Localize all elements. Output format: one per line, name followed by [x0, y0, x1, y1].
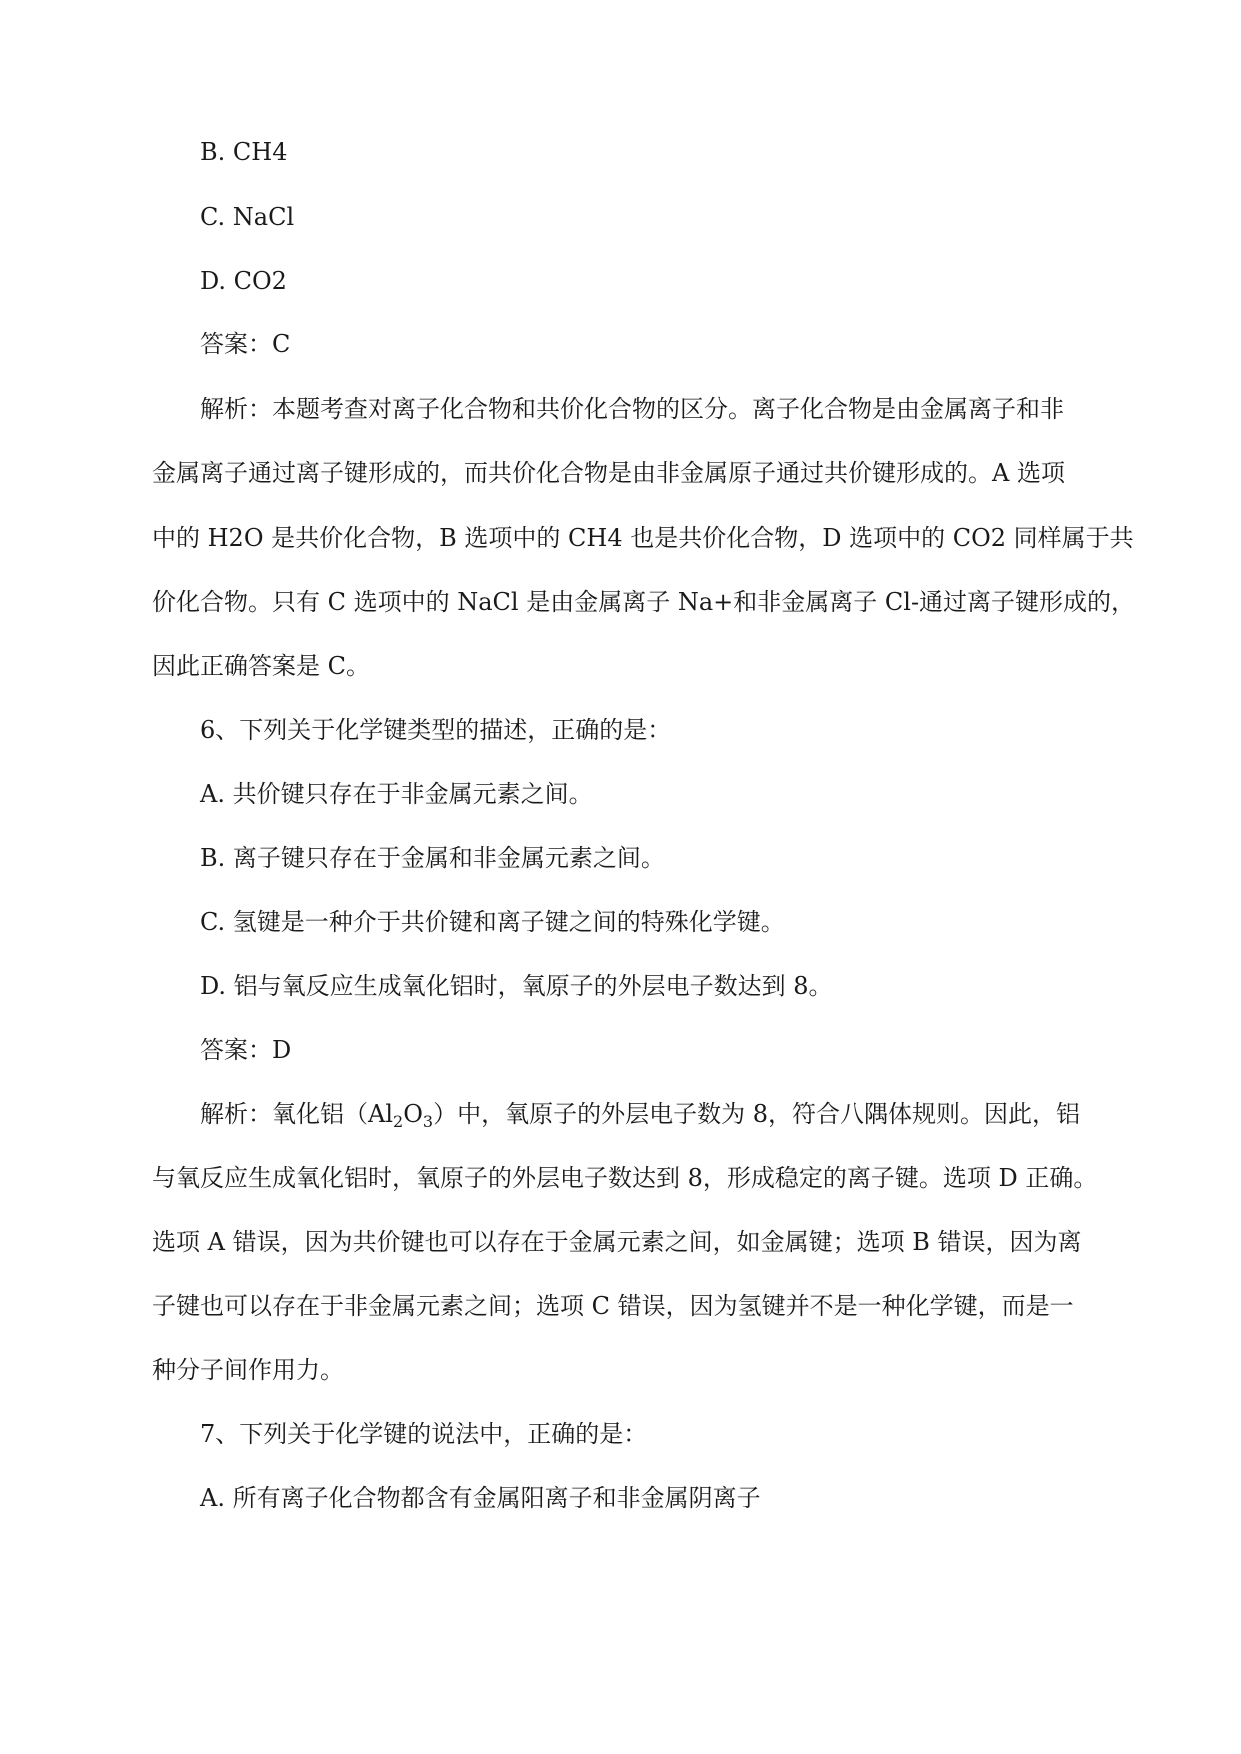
q6-analysis-pre: 解析：氧化铝（Al	[200, 1100, 394, 1128]
q6-analysis-line: 选项 A 错误，因为共价键也可以存在于金属元素之间，如金属键；选项 B 错误，因为离	[152, 1228, 1082, 1256]
q6-analysis-line: 与氧反应生成氧化铝时，氧原子的外层电子数达到 8，形成稳定的离子键。选项 D 正确。	[152, 1164, 1098, 1192]
q5-analysis-line: 中的 H2O 是共价化合物，B 选项中的 CH4 也是共价化合物，D 选项中的 CO2 同样属于共	[152, 524, 1134, 552]
q6-analysis-subscript: 3	[422, 1112, 434, 1131]
q6-option-d: D. 铝与氧反应生成氧化铝时，氧原子的外层电子数达到 8。	[200, 972, 833, 1000]
q5-analysis-line: 价化合物。只有 C 选项中的 NaCl 是由金属离子 Na+和非金属离子 Cl-通过离子键形成的，	[152, 588, 1136, 616]
q5-analysis-line: 因此正确答案是 C。	[152, 652, 370, 680]
q6-answer: 答案：D	[200, 1036, 292, 1064]
q7-question: 7、下列关于化学键的说法中，正确的是：	[200, 1420, 648, 1448]
q6-option-c: C. 氢键是一种介于共价键和离子键之间的特殊化学键。	[200, 908, 785, 936]
q6-analysis-mid: O	[403, 1100, 423, 1128]
q5-option-d: D. CO2	[200, 267, 287, 295]
q6-analysis-line: 子键也可以存在于非金属元素之间；选项 C 错误，因为氢键并不是一种化学键，而是一	[152, 1292, 1074, 1320]
q5-option-c: C. NaCl	[200, 203, 295, 231]
q6-analysis-line: 种分子间作用力。	[152, 1356, 344, 1384]
q6-analysis-line	[200, 1098, 1080, 1138]
q5-analysis-line: 金属离子通过离子键形成的，而共价化合物是由非金属原子通过共价键形成的。A 选项	[152, 459, 1065, 487]
q5-option-b: B. CH4	[200, 138, 288, 166]
q6-option-b: B. 离子键只存在于金属和非金属元素之间。	[200, 844, 665, 872]
q6-option-a: A. 共价键只存在于非金属元素之间。	[200, 780, 593, 808]
q6-analysis-post: ）中，氧原子的外层电子数为 8，符合八隅体规则。因此，铝	[433, 1100, 1080, 1128]
q6-analysis-subscript: 2	[393, 1112, 404, 1131]
q7-option-a: A. 所有离子化合物都含有金属阳离子和非金属阴离子	[200, 1484, 761, 1512]
q6-question: 6、下列关于化学键类型的描述，正确的是：	[200, 716, 672, 744]
q5-answer: 答案：C	[200, 330, 291, 358]
q5-analysis-line: 解析：本题考查对离子化合物和共价化合物的区分。离子化合物是由金属离子和非	[200, 395, 1064, 423]
